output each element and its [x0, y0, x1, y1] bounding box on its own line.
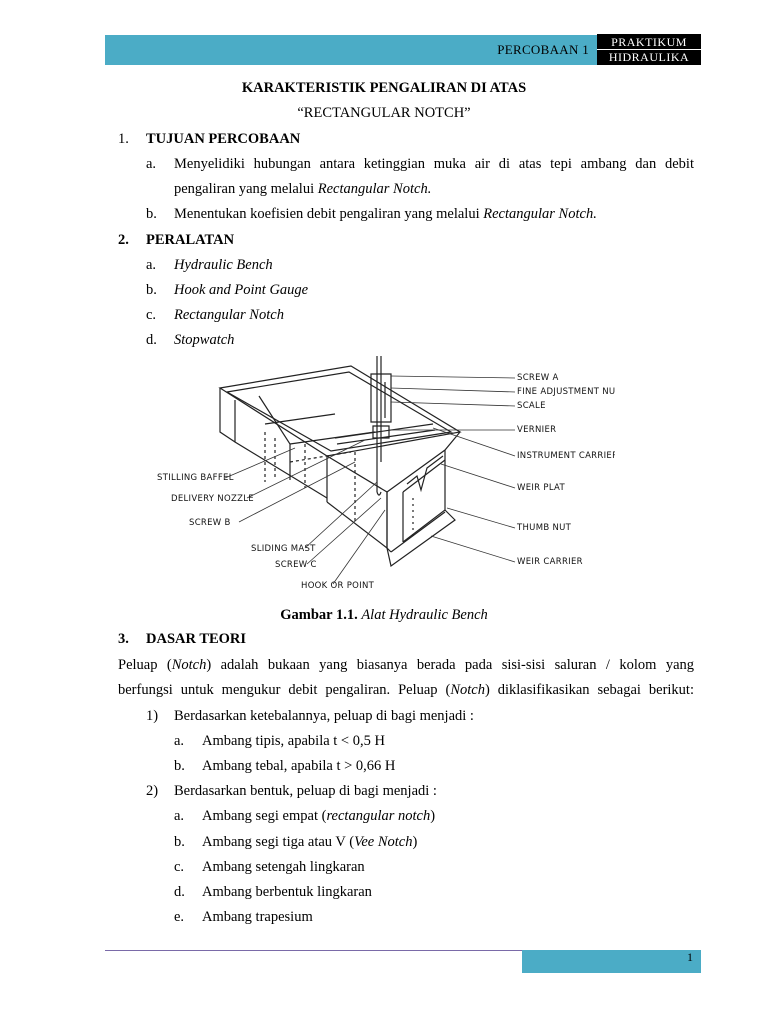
section1-a-line2-text: pengaliran yang melalui [174, 181, 318, 197]
theory-p1-notch: Notch [171, 657, 207, 673]
group2-b-text [202, 834, 417, 851]
equipment-label-a: a. [146, 257, 157, 273]
group1-a-text: Ambang tipis, apabila t < 0,5 H [202, 733, 385, 749]
equipment-item-d: Stopwatch [174, 332, 235, 348]
group2-e-text: Ambang trapesium [202, 909, 313, 925]
header-badge [597, 34, 701, 65]
section1-b-text-italic: Rectangular Notch. [483, 206, 597, 222]
label-screw-c: SCREW C [275, 560, 317, 570]
header-badge-line1: PRAKTIKUM [597, 35, 701, 50]
label-fine-adjustment-nut: FINE ADJUSTMENT NUT [517, 387, 615, 397]
label-scale: SCALE [517, 401, 546, 411]
theory-p2-a: berfungsi untuk mengukur debit pengaliran. Peluap ( [118, 682, 451, 698]
page-title: KARAKTERISTIK PENGALIRAN DI ATAS [241, 80, 527, 96]
group2-a-end: ) [430, 808, 436, 824]
theory-p1-a: Peluap ( [118, 657, 172, 673]
section1-a-line2-italic: Rectangular Notch. [317, 181, 432, 197]
theory-p2-notch: Notch [450, 682, 485, 698]
figure-caption-number: Gambar 1.1. [280, 607, 358, 623]
section3-number: 3. [118, 631, 129, 647]
label-delivery-nozzle: DELIVERY NOZZLE [171, 494, 254, 504]
section1-a-label: a. [146, 156, 157, 172]
section2-heading: PERALATAN [146, 232, 235, 248]
theory-p2-c: ) diklasifikasikan sebagai berikut: [484, 682, 694, 698]
section1-b-text [174, 206, 597, 223]
group2-c-label: c. [174, 859, 185, 875]
label-thumb-nut: THUMB NUT [517, 523, 572, 533]
equipment-label-b: b. [146, 282, 157, 298]
hydraulic-bench-drawing [155, 352, 615, 600]
header-section-label: PERCOBAAN 1 [497, 42, 589, 57]
group1-b-label: b. [174, 758, 185, 774]
group2-a-italic: rectangular notch [326, 808, 431, 824]
equipment-item-c: Rectangular Notch [174, 307, 284, 323]
group2-d-text: Ambang berbentuk lingkaran [202, 884, 372, 900]
group2-b-label: b. [174, 834, 185, 850]
group2-b-italic: Vee Notch [354, 834, 413, 850]
section3-heading: DASAR TEORI [146, 631, 247, 647]
section2-number: 2. [118, 232, 129, 248]
page-number: 1 [522, 950, 701, 973]
section1-b-text-plain: Menentukan koefisien debit pengaliran yang melalui [174, 206, 484, 222]
section1-heading: TUJUAN PERCOBAAN [146, 131, 301, 147]
equipment-label-d: d. [146, 332, 157, 348]
equipment-label-c: c. [146, 307, 157, 323]
group2-e-label: e. [174, 909, 185, 925]
label-instrument-carrier: INSTRUMENT CARRIER [517, 451, 615, 461]
label-sliding-mast: SLIDING MAST [251, 544, 316, 554]
theory-paragraph-line2 [118, 682, 694, 699]
group2-a-plain: Ambang segi empat ( [202, 808, 327, 824]
label-screw-a: SCREW A [517, 373, 559, 383]
section1-b-label: b. [146, 206, 157, 222]
figure-caption-title: Alat Hydraulic Bench [361, 607, 488, 623]
hydraulic-bench-figure [155, 352, 615, 600]
equipment-item-b: Hook and Point Gauge [174, 282, 309, 298]
group2-c-text: Ambang setengah lingkaran [202, 859, 365, 875]
equipment-item-a: Hydraulic Bench [174, 257, 273, 273]
group2-b-end: ) [412, 834, 418, 850]
theory-p1-c: ) adalah bukaan yang biasanya berada pada sisi-sisi saluran / kolom yang [206, 657, 695, 673]
label-hook-or-point: HOOK OR POINT [301, 581, 375, 591]
figure-caption [0, 607, 768, 624]
theory-paragraph-line1 [118, 657, 694, 674]
page-subtitle: “RECTANGULAR NOTCH” [297, 105, 471, 121]
section1-number: 1. [118, 131, 129, 147]
label-weir-plat: WEIR PLAT [517, 483, 565, 493]
group2-text: Berdasarkan bentuk, peluap di bagi menjadi : [174, 783, 437, 799]
group1-b-text: Ambang tebal, apabila t > 0,66 H [202, 758, 396, 774]
group1-text: Berdasarkan ketebalannya, peluap di bagi menjadi : [174, 708, 474, 724]
group2-label: 2) [146, 783, 159, 799]
group1-a-label: a. [174, 733, 185, 749]
label-stilling-baffel: STILLING BAFFEL [157, 473, 234, 483]
label-screw-b: SCREW B [189, 518, 231, 528]
section1-a-line2 [174, 181, 431, 198]
group1-label: 1) [146, 708, 159, 724]
header-badge-line2: HIDRAULIKA [608, 50, 690, 64]
group2-b-plain: Ambang segi tiga atau V ( [202, 834, 355, 850]
group2-a-text [202, 808, 435, 825]
section1-a-line1: Menyelidiki hubungan antara ketinggian muka air di atas tepi ambang dan debit [174, 156, 694, 172]
group2-d-label: d. [174, 884, 185, 900]
label-weir-carrier: WEIR CARRIER [517, 557, 583, 567]
label-vernier: VERNIER [517, 425, 557, 435]
group2-a-label: a. [174, 808, 185, 824]
